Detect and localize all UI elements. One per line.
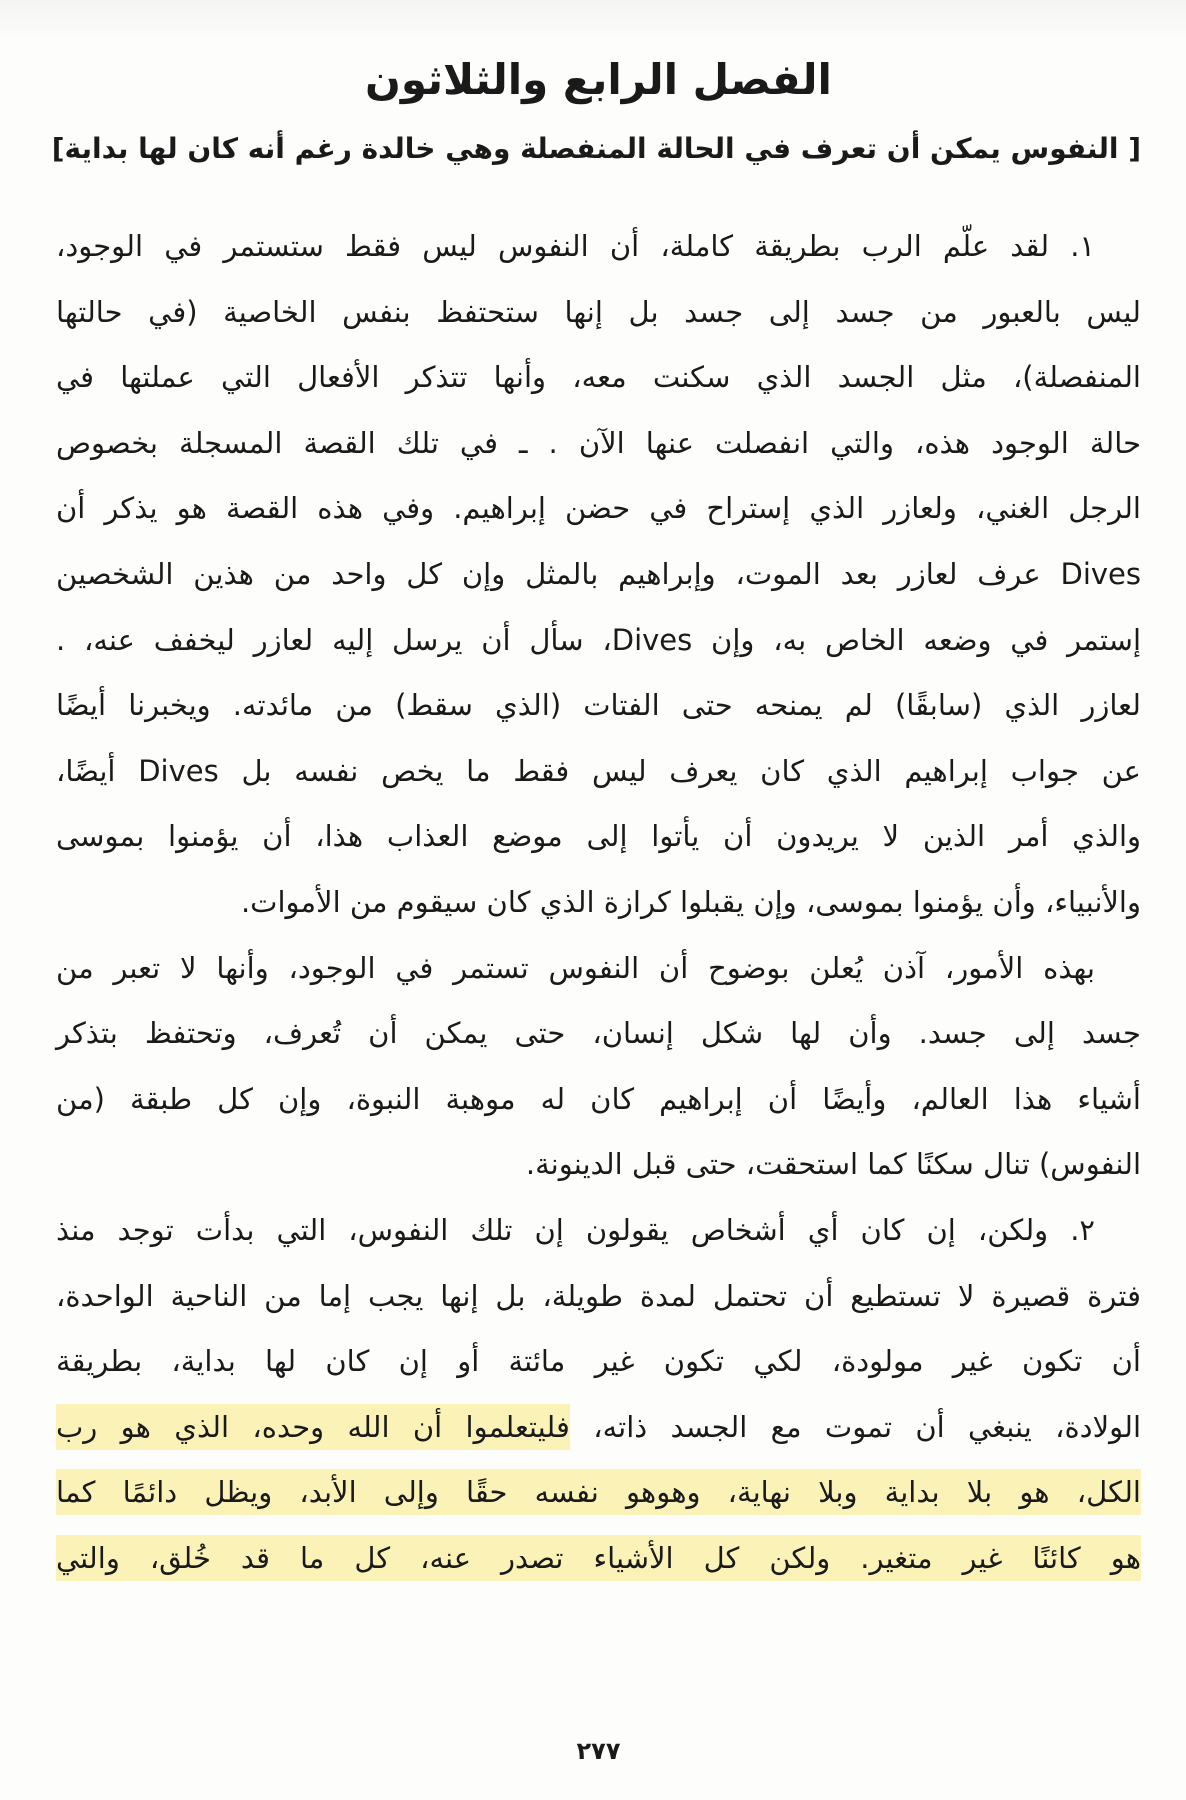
body-line: جسد إلى جسد. وأن لها شكل إنسان، حتى يمكن أن تُعرف، وتحتفظ بتذكر bbox=[56, 1016, 1141, 1051]
body-line: والأنبياء، وأن يؤمنوا بموسى، وإن يقبلوا كرازة الذي كان سيقوم من الأموات. bbox=[240, 884, 1141, 919]
body-line: عن جواب إبراهيم الذي كان يعرف ليس فقط ما يخص نفسه بل Dives أيضًا، bbox=[56, 753, 1141, 788]
paragraph-2 bbox=[56, 936, 1141, 1198]
body-line: فترة قصيرة لا تستطيع أن تحتمل لمدة طويلة، بل إنها يجب إما من الناحية الواحدة، bbox=[56, 1278, 1141, 1313]
page-number: ٢٧٧ bbox=[576, 1737, 621, 1765]
body-line bbox=[56, 1526, 1141, 1592]
highlighted-text: فليتعلموا أن الله وحده، الذي هو رب bbox=[56, 1404, 570, 1450]
body-line: لعازر الذي (سابقًا) لم يمنحه حتى الفتات (الذي سقط) من مائدته. ويخبرنا أيضًا bbox=[56, 688, 1141, 723]
highlighted-text: الكل، هو بلا بداية وبلا نهاية، وهوهو نفسه حقًا وإلى الأبد، ويظل دائمًا كما bbox=[56, 1469, 1141, 1515]
body-line: Dives عرف لعازر بعد الموت، وإبراهيم بالمثل وإن كل واحد من هذين الشخصين bbox=[56, 556, 1141, 591]
body-line: إستمر في وضعه الخاص به، وإن Dives، سأل أن يرسل إليه لعازر ليخفف عنه، . bbox=[56, 622, 1141, 657]
body-line: والذي أمر الذين لا يريدون أن يأتوا إلى موضع العذاب هذا، أن يؤمنوا بموسى bbox=[56, 819, 1141, 854]
paragraph-3 bbox=[56, 1198, 1141, 1592]
highlighted-text: هو كائنًا غير متغير. ولكن كل الأشياء تصدر عنه، كل ما قد خُلق، والتي bbox=[56, 1535, 1141, 1581]
body-line: ١. لقد علّم الرب بطريقة كاملة، أن النفوس ليس فقط ستستمر في الوجود، bbox=[56, 229, 1095, 263]
body-line-plain-text: الولادة، ينبغي أن تموت مع الجسد ذاته، bbox=[593, 1409, 1142, 1444]
body-line bbox=[56, 1395, 1141, 1461]
body-line: أن تكون غير مولودة، لكي تكون غير مائتة أو إن كان لها بداية، بطريقة bbox=[56, 1344, 1141, 1379]
body-line: أشياء هذا العالم، وأيضًا أن إبراهيم كان له موهبة النبوة، وإن كل طبقة (من bbox=[56, 1081, 1141, 1116]
body-line: ٢. ولكن، إن كان أي أشخاص يقولون إن تلك النفوس، التي بدأت توجد منذ bbox=[56, 1212, 1095, 1247]
chapter-body bbox=[56, 214, 1141, 1591]
body-line: النفوس) تنال سكنًا كما استحقت، حتى قبل الدينونة. bbox=[525, 1147, 1141, 1182]
body-line bbox=[56, 1460, 1141, 1526]
chapter-subtitle: [ النفوس يمكن أن تعرف في الحالة المنفصلة وهي خالدة رغم أنه كان لها بداية] bbox=[51, 132, 1141, 165]
body-line: ليس بالعبور من جسد إلى جسد بل إنها ستحتفظ بنفس الخاصية (في حالتها bbox=[56, 294, 1141, 329]
paragraph-1 bbox=[56, 214, 1141, 936]
body-line: بهذه الأمور، آذن يُعلن بوضوح أن النفوس تستمر في الوجود، وأنها لا تعبر من bbox=[56, 950, 1095, 985]
body-line: حالة الوجود هذه، والتي انفصلت عنها الآن . ـ في تلك القصة المسجلة بخصوص bbox=[56, 425, 1141, 460]
body-line: الرجل الغني، ولعازر الذي إستراح في حضن إبراهيم. وفي هذه القصة هو يذكر أن bbox=[56, 491, 1141, 526]
body-line: المنفصلة)، مثل الجسد الذي سكنت معه، وأنها تتذكر الأفعال التي عملتها في bbox=[56, 360, 1141, 395]
chapter-title: الفصل الرابع والثلاثون bbox=[365, 55, 832, 104]
